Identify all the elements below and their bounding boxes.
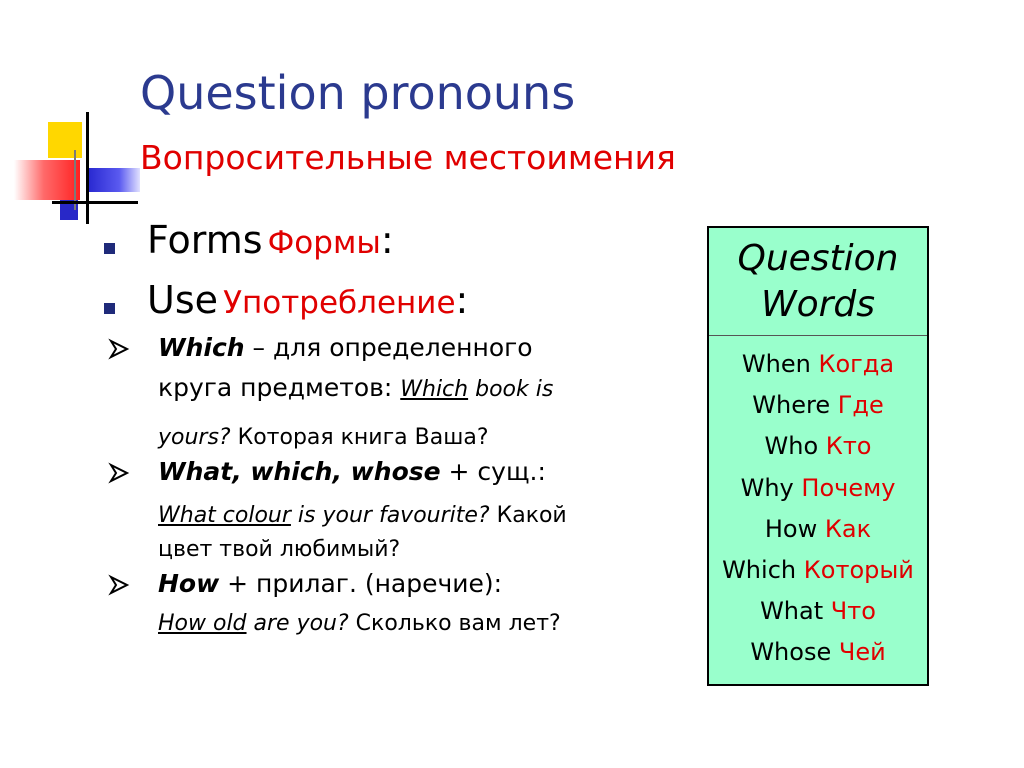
item-text: – для определенного <box>244 333 533 362</box>
question-words-heading <box>709 228 927 336</box>
item-text: + прилаг. (наречие): <box>219 569 503 598</box>
question-word-ru: Почему <box>801 473 896 502</box>
question-word-en: How <box>764 514 818 543</box>
question-word-en: What <box>760 597 824 626</box>
question-word-item <box>709 468 927 509</box>
example-text: yours? <box>158 425 231 450</box>
example-translation: цвет твой любимый? <box>158 537 401 562</box>
decor-blue-block <box>88 168 140 192</box>
item-text: + сущ.: <box>440 457 546 486</box>
question-word-en: Which <box>722 556 797 585</box>
bullet-forms <box>104 218 394 262</box>
keyword-how: How <box>158 569 220 598</box>
question-word-item <box>709 426 927 467</box>
bullet-forms-en: Forms <box>147 218 263 262</box>
decor-horizontal-line <box>52 201 138 204</box>
example-underlined: How old <box>158 611 247 636</box>
question-word-ru: Что <box>830 597 876 626</box>
question-words-list <box>709 336 927 674</box>
arrow-bullet-icon <box>108 462 130 484</box>
question-word-en: When <box>741 350 811 378</box>
question-word-en: Where <box>752 391 831 420</box>
question-word-item <box>709 550 927 591</box>
square-bullet-icon <box>104 243 115 254</box>
decor-red-block <box>14 160 80 200</box>
question-word-item <box>709 344 927 385</box>
question-word-ru: Как <box>824 514 872 543</box>
example-text: are you? <box>246 611 349 636</box>
question-word-item <box>709 509 927 550</box>
square-bullet-icon <box>104 303 115 314</box>
decor-vertical-line <box>86 112 89 224</box>
question-word-item <box>709 591 927 632</box>
slide-title: Question pronouns <box>140 66 576 120</box>
keyword-what-which-whose: What, which, whose <box>158 457 441 486</box>
example-translation: Сколько вам лет? <box>348 611 561 636</box>
example-text: book is <box>468 377 554 402</box>
question-word-ru: Который <box>803 556 914 585</box>
question-word-ru: Чей <box>838 638 886 667</box>
example-translation: Какой <box>489 503 567 528</box>
bullet-forms-ru: Формы <box>267 225 381 261</box>
question-word-item <box>709 632 927 673</box>
heading-line: Question <box>737 238 899 279</box>
question-word-en: Who <box>764 432 819 461</box>
question-word-item <box>709 385 927 426</box>
example-translation: Которая книга Ваша? <box>230 425 489 450</box>
bullet-use-ru: Употребление <box>223 285 456 321</box>
example-text: is your favourite? <box>290 503 490 528</box>
bullet-colon: : <box>380 218 394 262</box>
slide-subtitle: Вопросительные местоимения <box>140 138 676 177</box>
question-words-box <box>707 226 929 686</box>
arrow-bullet-icon <box>108 338 130 360</box>
question-word-ru: Когда <box>818 350 895 378</box>
keyword-which: Which <box>158 333 245 362</box>
question-word-ru: Кто <box>825 432 872 461</box>
example-underlined: What colour <box>158 503 291 528</box>
question-word-en: Whose <box>750 638 832 667</box>
item-text: круга предметов: <box>158 373 401 402</box>
arrow-bullet-icon <box>108 574 130 596</box>
question-word-en: Why <box>740 473 794 502</box>
heading-line: Words <box>760 284 876 325</box>
decor-yellow-block <box>48 122 82 158</box>
bullet-use <box>104 278 468 322</box>
bullet-colon: : <box>455 278 469 322</box>
bullet-use-en: Use <box>147 278 218 322</box>
example-underlined: Which <box>400 377 469 402</box>
question-word-ru: Где <box>837 391 884 420</box>
